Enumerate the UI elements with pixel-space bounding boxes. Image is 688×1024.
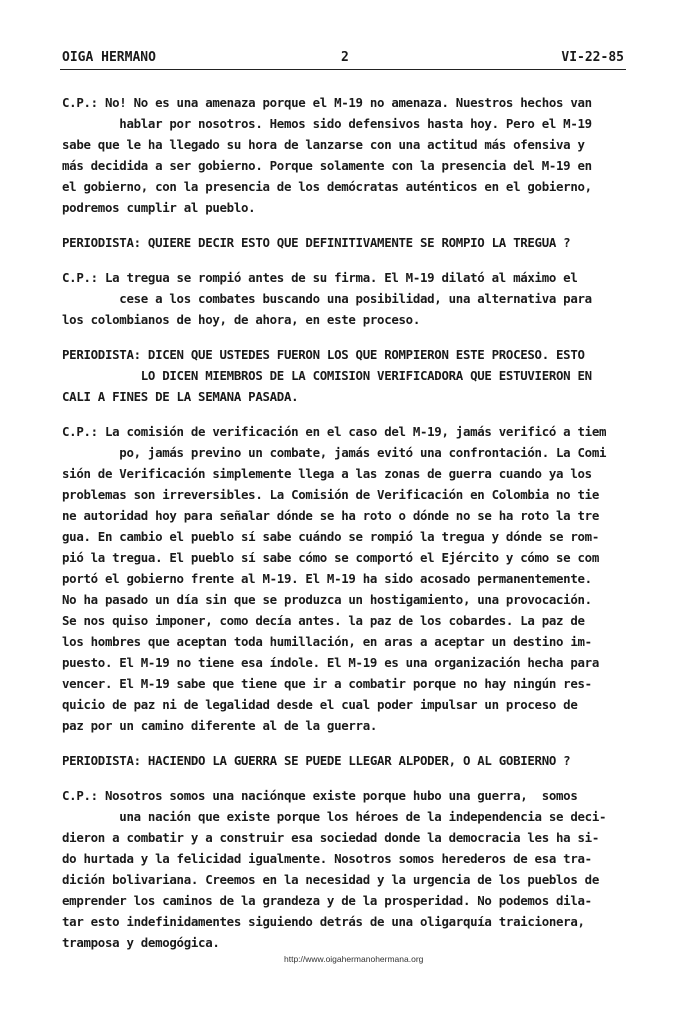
interview-text <box>62 92 646 967</box>
question-paragraph <box>62 344 646 407</box>
text-line: dieron a combatir y a construir esa sociedad donde la democracia les ha si- <box>62 830 599 845</box>
text-line: puesto. El M-19 no tiene esa índole. El M-19 es una organización hecha para <box>62 655 599 670</box>
text-line: pió la tregua. El pueblo sí sabe cómo se comportó el Ejército y cómo se com <box>62 550 599 565</box>
text-line: portó el gobierno frente al M-19. El M-19 ha sido acosado permanentemente. <box>62 571 592 586</box>
text-line: los colombianos de hoy, de ahora, en este proceso. <box>62 312 420 327</box>
question-paragraph <box>62 232 646 253</box>
text-line: quicio de paz ni de legalidad desde el cual poder impulsar un proceso de <box>62 697 578 712</box>
text-line: cese a los combates buscando una posibilidad, una alternativa para <box>62 291 592 306</box>
text-line: PERIODISTA: QUIERE DECIR ESTO QUE DEFINITIVAMENTE SE ROMPIO LA TREGUA ? <box>62 235 571 250</box>
text-line: Se nos quiso imponer, como decía antes. la paz de los cobardes. La paz de <box>62 613 585 628</box>
text-line: PERIODISTA: DICEN QUE USTEDES FUERON LOS QUE ROMPIERON ESTE PROCESO. ESTO <box>62 347 585 362</box>
text-line: los hombres que aceptan toda humillación, en aras a aceptar un destino im- <box>62 634 592 649</box>
text-line: po, jamás previno un combate, jamás evitó una confrontación. La Comi <box>62 445 607 460</box>
text-line: do hurtada y la felicidad igualmente. Nosotros somos herederos de esa tra- <box>62 851 592 866</box>
answer-paragraph <box>62 267 646 330</box>
text-line: C.P.: Nosotros somos una naciónque existe porque hubo una guerra, somos <box>62 788 578 803</box>
answer-paragraph <box>62 421 646 736</box>
text-line: vencer. El M-19 sabe que tiene que ir a combatir porque no hay ningún res- <box>62 676 592 691</box>
text-line: LO DICEN MIEMBROS DE LA COMISION VERIFICADORA QUE ESTUVIERON EN <box>62 368 592 383</box>
text-line: CALI A FINES DE LA SEMANA PASADA. <box>62 389 299 404</box>
text-line: No ha pasado un día sin que se produzca un hostigamiento, una provocación. <box>62 592 592 607</box>
text-line: el gobierno, con la presencia de los demócratas auténticos en el gobierno, <box>62 179 592 194</box>
text-line: PERIODISTA: HACIENDO LA GUERRA SE PUEDE LLEGAR ALPODER, O AL GOBIERNO ? <box>62 753 571 768</box>
question-paragraph <box>62 750 646 771</box>
text-line: tramposa y demogógica. <box>62 935 220 950</box>
text-line: sión de Verificación simplemente llega a las zonas de guerra cuando ya los <box>62 466 592 481</box>
page-header <box>62 50 624 70</box>
text-line: dición bolivariana. Creemos en la necesidad y la urgencia de los pueblos de <box>62 872 599 887</box>
text-line: emprender los caminos de la grandeza y de la prosperidad. No podemos dila- <box>62 893 592 908</box>
text-line: podremos cumplir al pueblo. <box>62 200 256 215</box>
text-line: tar esto indefinidamentes siguiendo detrás de una oligarquía traicionera, <box>62 914 585 929</box>
text-line: sabe que le ha llegado su hora de lanzarse con una actitud más ofensiva y <box>62 137 585 152</box>
text-line: C.P.: La comisión de verificación en el caso del M-19, jamás verificó a tiem <box>62 424 607 439</box>
header-rule <box>60 69 626 70</box>
answer-paragraph <box>62 92 646 218</box>
issue-date: VI-22-85 <box>561 50 624 65</box>
text-line: ne autoridad hoy para señalar dónde se ha roto o dónde no se ha roto la tre <box>62 508 599 523</box>
answer-paragraph <box>62 785 646 953</box>
text-line: paz por un camino diferente al de la guerra. <box>62 718 378 733</box>
text-line: problemas son irreversibles. La Comisión de Verificación en Colombia no tie <box>62 487 599 502</box>
publication-title: OIGA HERMANO <box>62 50 156 65</box>
text-line: C.P.: La tregua se rompió antes de su firma. El M-19 dilató al máximo el <box>62 270 578 285</box>
text-line: hablar por nosotros. Hemos sido defensivos hasta hoy. Pero el M-19 <box>62 116 592 131</box>
text-line: gua. En cambio el pueblo sí sabe cuándo se rompió la tregua y dónde se rom- <box>62 529 599 544</box>
source-url: http://www.oigahermanohermana.org <box>284 954 424 964</box>
page-number: 2 <box>341 50 349 65</box>
text-line: una nación que existe porque los héroes de la independencia se deci- <box>62 809 607 824</box>
text-line: más decidida a ser gobierno. Porque solamente con la presencia del M-19 en <box>62 158 592 173</box>
text-line: C.P.: No! No es una amenaza porque el M-19 no amenaza. Nuestros hechos van <box>62 95 592 110</box>
